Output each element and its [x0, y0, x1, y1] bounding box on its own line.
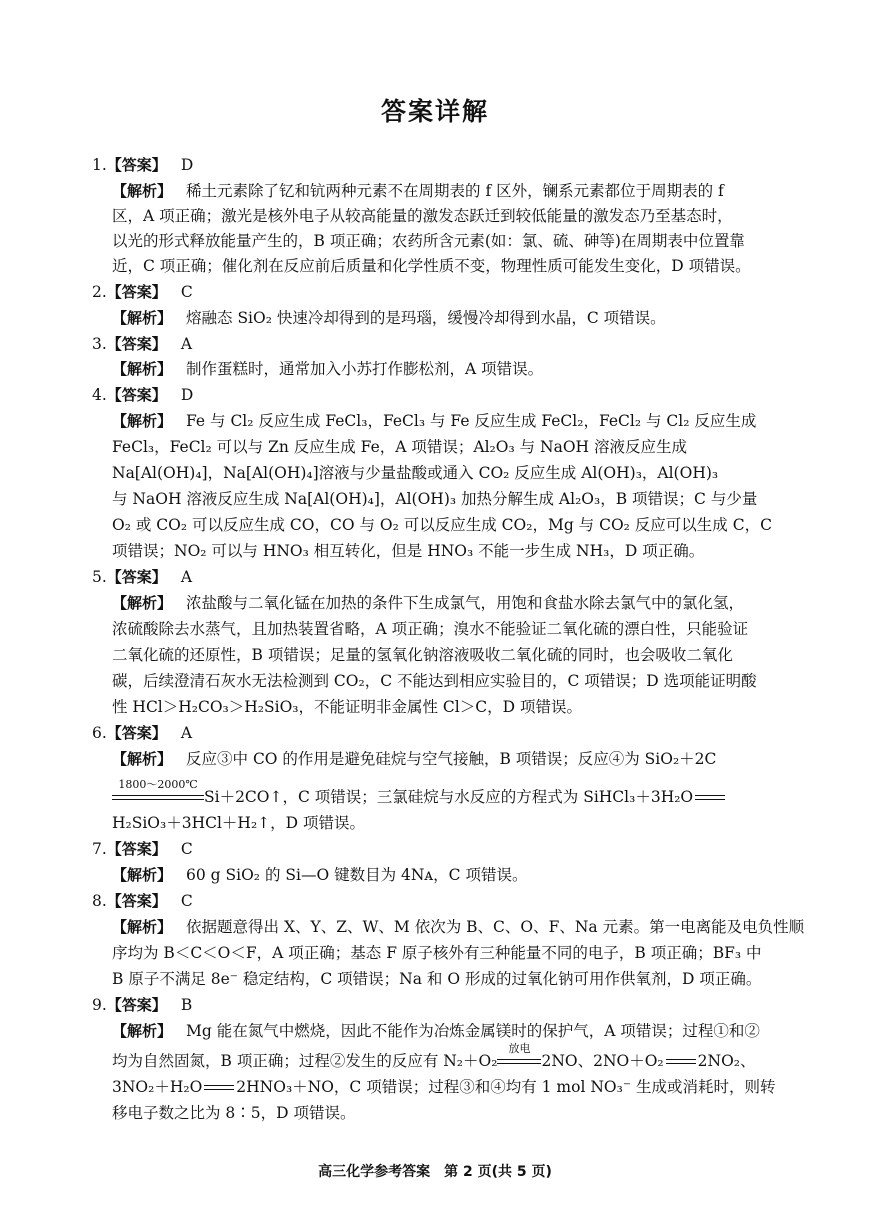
answer-value: D: [180, 386, 194, 404]
explanation-line: FeCl₃，FeCl₂ 可以与 Zn 反应生成 Fe，A 项错误；Al₂O₃ 与 NaOH 溶液反应生成: [112, 438, 687, 456]
answer-row-4: 4.【答案】 D: [92, 386, 194, 404]
explanation-line: 项错误；NO₂ 可以与 HNO₃ 相互转化，但是 HNO₃ 不能一步生成 NH₃，D 项正确。: [112, 542, 705, 560]
explanation-line: 近，C 项正确；催化剂在反应前后质量和化学性质不变，物理性质可能发生变化，D 项错误。: [112, 257, 751, 275]
answer-row-8: 8.【答案】 C: [92, 892, 193, 910]
equation-line: 3NO₂＋H₂O 2HNO₃＋NO，C 项错误；过程③和④均有 1 mol NO₃⁻ 生成或消耗时，则转: [112, 1078, 776, 1096]
answer-value: C: [180, 283, 193, 301]
equation-line: 1800～2000℃ Si＋2CO↑，C 项错误；三氯硅烷与水反应的方程式为 SiHCl₃＋3H₂O: [112, 786, 727, 808]
reaction-condition: 1800～2000℃: [112, 786, 204, 808]
answer-row-6: 6.【答案】 A: [92, 724, 193, 742]
answer-row-9: 9.【答案】 B: [92, 996, 193, 1014]
page-footer: 高三化学参考答案 第 2 页(共 5 页): [318, 1164, 552, 1180]
page-title: 答案详解: [380, 97, 489, 126]
explanation-line: 序均为 B＜C＜O＜F，A 项正确；基态 F 原子核外有三种能量不同的电子，B 项正确；BF₃ 中: [112, 944, 762, 962]
answer-row-3: 3.【答案】 A: [92, 335, 193, 353]
explanation-line: 浓硫酸除去水蒸气，且加热装置省略，A 项正确；溴水不能验证二氧化硫的漂白性，只能验证: [112, 620, 749, 638]
answer-value: B: [180, 996, 193, 1014]
equation-line: 均为自然固氮，B 项正确；过程②发生的反应有 N₂＋O₂ 放电 2NO、2NO＋O₂ 2NO₂、: [112, 1042, 756, 1070]
answer-value: C: [180, 892, 193, 910]
explanation-row: 【解析】 熔融态 SiO₂ 快速冷却得到的是玛瑙，缓慢冷却得到水晶，C 项错误。: [112, 309, 666, 327]
answer-value: A: [180, 724, 193, 742]
explanation-line: O₂ 或 CO₂ 可以反应生成 CO，CO 与 O₂ 可以反应生成 CO₂，Mg 与 CO₂ 反应可以生成 C，C: [112, 516, 772, 534]
equal-sign: [202, 1076, 236, 1098]
explanation-line: Na[Al(OH)₄]，Na[Al(OH)₄]溶液与少量盐酸或通入 CO₂ 反应生成 Al(OH)₃，Al(OH)₃: [112, 464, 719, 482]
equal-sign: [693, 786, 727, 808]
explanation-row: 【解析】 制作蛋糕时，通常加入小苏打作膨松剂，A 项错误。: [112, 360, 544, 378]
explanation-line: B 原子不满足 8e⁻ 稳定结构，C 项错误；Na 和 O 形成的过氧化钠可用作供氧剂，D 项正确。: [112, 970, 762, 988]
reaction-condition: 放电: [497, 1050, 541, 1072]
explanation-line: 移电子数之比为 8∶5，D 项错误。: [112, 1104, 356, 1122]
equal-sign: [664, 1050, 698, 1072]
explanation-line: 二氧化硫的还原性，B 项错误；足量的氢氧化钠溶液吸收二氧化硫的同时，也会吸收二氧化: [112, 646, 733, 664]
explanation-line: 碳，后续澄清石灰水无法检测到 CO₂，C 不能达到相应实验目的，C 项错误；D 选项能证明酸: [112, 672, 757, 690]
explanation-line: H₂SiO₃＋3HCl＋H₂↑，D 项错误。: [112, 814, 365, 832]
explanation-row: 【解析】 稀土元素除了钇和钪两种元素不在周期表的 f 区外，镧系元素都位于周期表的 f: [112, 182, 724, 200]
answer-value: C: [180, 840, 193, 858]
explanation-row: 【解析】 反应③中 CO 的作用是避免硅烷与空气接触，B 项错误；反应④为 SiO₂＋2C: [112, 750, 717, 768]
explanation-line: 与 NaOH 溶液反应生成 Na[Al(OH)₄]，Al(OH)₃ 加热分解生成 Al₂O₃，B 项错误；C 与少量: [112, 490, 758, 508]
explanation-row: 【解析】 依据题意得出 X、Y、Z、W、M 依次为 B、C、O、F、Na 元素。第一电离能及电负性顺: [112, 918, 805, 936]
explanation-row: 【解析】 Fe 与 Cl₂ 反应生成 FeCl₃，FeCl₃ 与 Fe 反应生成 FeCl₂，FeCl₂ 与 Cl₂ 反应生成: [112, 412, 757, 430]
answer-row-5: 5.【答案】 A: [92, 568, 193, 586]
explanation-line: 区，A 项正确；激光是核外电子从较高能量的激发态跃迁到较低能量的激发态乃至基态时，: [112, 207, 733, 225]
answer-row-1: 1.【答案】 D: [92, 156, 194, 174]
answer-value: A: [180, 335, 193, 353]
answer-value: D: [180, 156, 194, 174]
explanation-row: 【解析】 Mg 能在氮气中燃烧，因此不能作为冶炼金属镁时的保护气，A 项错误；过程①和②: [112, 1022, 760, 1040]
answer-value: A: [180, 568, 193, 586]
answer-row-7: 7.【答案】 C: [92, 840, 193, 858]
explanation-row: 【解析】 60 g SiO₂ 的 Si—O 键数目为 4Nᴀ，C 项错误。: [112, 866, 528, 884]
explanation-line: 性 HCl＞H₂CO₃＞H₂SiO₃，不能证明非金属性 Cl＞C，D 项错误。: [112, 698, 582, 716]
explanation-line: 以光的形式释放能量产生的，B 项正确；农药所含元素(如：氯、硫、砷等)在周期表中位置靠: [112, 232, 745, 250]
answer-row-2: 2.【答案】 C: [92, 283, 193, 301]
explanation-row: 【解析】 浓盐酸与二氧化锰在加热的条件下生成氯气，用饱和食盐水除去氯气中的氯化氢，: [112, 594, 745, 612]
